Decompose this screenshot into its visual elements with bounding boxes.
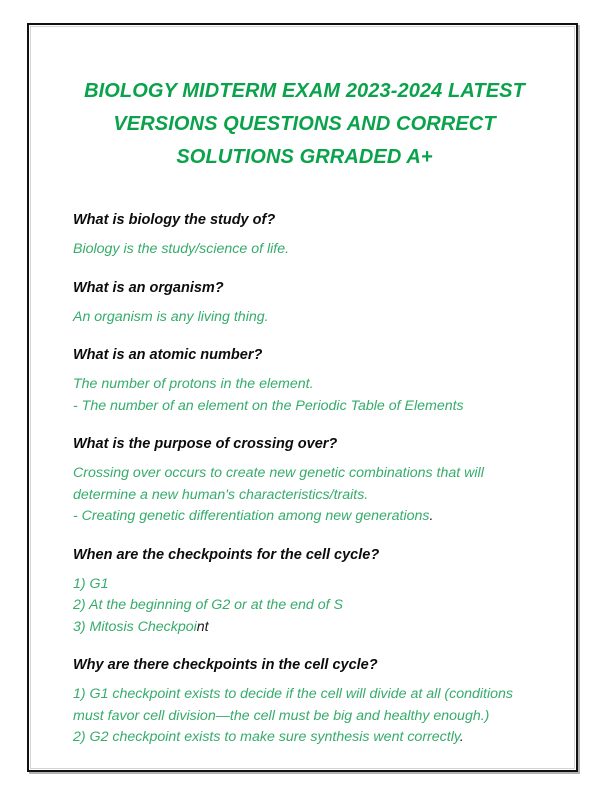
qa-answer-line: 1) G1 xyxy=(73,575,109,592)
qa-answer-line: The number of protons in the element. xyxy=(73,376,314,392)
qa-answer-line: Crossing over occurs to create new genetic combinations that will xyxy=(73,465,484,481)
document-content-area xyxy=(29,25,576,770)
qa-question: What is biology the study of? xyxy=(73,212,276,228)
qa-block xyxy=(73,655,538,749)
qa-list xyxy=(71,210,538,749)
qa-answer xyxy=(73,307,538,329)
qa-answer-line: 2) At the beginning of G2 or at the end of S xyxy=(73,597,344,613)
qa-answer xyxy=(73,463,538,528)
qa-question: What is an atomic number? xyxy=(73,347,263,363)
qa-question: What is an organism? xyxy=(73,279,224,296)
qa-answer xyxy=(73,684,538,749)
qa-answer-line xyxy=(73,506,538,528)
document-title-line-3: SOLUTIONS GRRADED A+ xyxy=(176,146,433,168)
qa-block xyxy=(73,278,538,329)
qa-block xyxy=(73,345,538,417)
qa-question: What is the purpose of crossing over? xyxy=(73,436,338,452)
qa-block xyxy=(73,545,538,639)
qa-block xyxy=(73,434,538,528)
document-title xyxy=(81,75,528,174)
qa-answer-line: Biology is the study/science of life. xyxy=(73,241,290,257)
qa-answer-line xyxy=(73,727,538,749)
qa-answer-line-text: 2) G2 checkpoint exists to make sure synthesis went correctly xyxy=(73,729,460,745)
qa-block xyxy=(73,210,538,261)
qa-answer-tail: . xyxy=(429,508,434,524)
qa-answer-tail: . xyxy=(459,729,464,745)
document-page-border xyxy=(27,23,578,772)
qa-answer-line: must favor cell division—the cell must be big and healthy enough.) xyxy=(73,707,490,724)
qa-answer xyxy=(73,574,538,639)
qa-answer-line: - The number of an element on the Periodic Table of Elements xyxy=(73,397,464,414)
qa-question: When are the checkpoints for the cell cycle? xyxy=(73,546,380,563)
qa-answer xyxy=(73,374,538,417)
qa-answer-line: determine a new human's characteristics/traits. xyxy=(73,486,369,503)
document-title-line-2: VERSIONS QUESTIONS AND CORRECT xyxy=(113,113,496,135)
qa-answer-line-text: 3) Mitosis Checkpoi xyxy=(73,618,197,635)
qa-answer-line xyxy=(73,617,538,639)
qa-answer xyxy=(73,239,538,261)
document-title-line-1: BIOLOGY MIDTERM EXAM 2023-2024 LATEST xyxy=(84,80,525,102)
qa-question: Why are there checkpoints in the cell cycle? xyxy=(73,657,378,673)
qa-answer-line: An organism is any living thing. xyxy=(73,308,269,325)
qa-answer-line: 1) G1 checkpoint exists to decide if the cell will divide at all (conditions xyxy=(73,686,514,702)
qa-answer-tail: nt xyxy=(196,618,209,635)
qa-answer-line-text: - Creating genetic differentiation among new generations xyxy=(73,508,430,524)
